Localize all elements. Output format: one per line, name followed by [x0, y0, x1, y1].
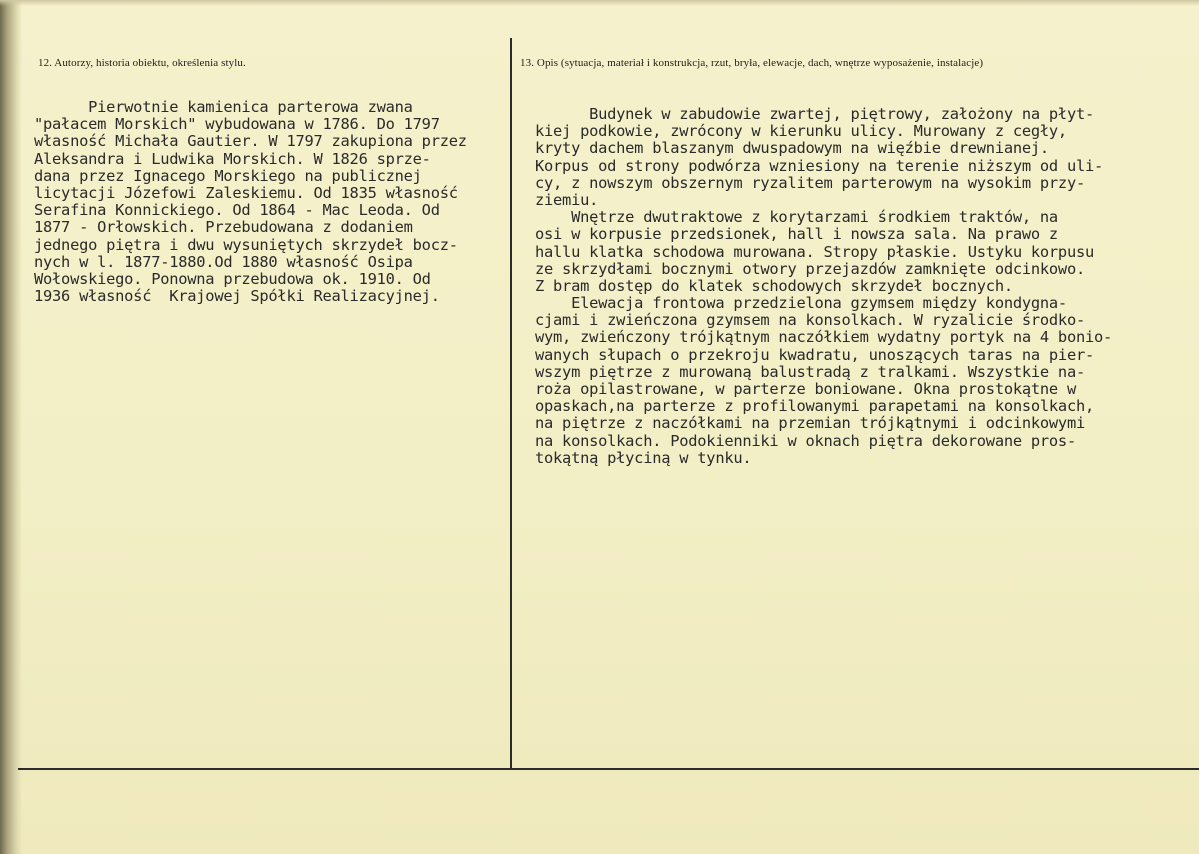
description-line: kryty dachem blaszanym dwuspadowym na więźbie drewnianej. — [535, 139, 1049, 158]
description-line: ze skrzydłami bocznymi otwory przejazdów zamknięte odcinkowo. — [535, 259, 1085, 278]
history-line: Pierwotnie kamienica parterowa zwana — [34, 98, 413, 116]
history-line: 1936 własność Krajowej Spółki Realizacyjnej. — [34, 287, 440, 306]
history-line: Aleksandra i Ludwika Morskich. W 1826 sprze- — [34, 149, 431, 168]
description-line: na piętrze z naczółkami na przemian trójkątnymi i odcinkowymi — [535, 414, 1085, 433]
description-line: wszym piętrze z murowaną balustradą z tralkami. Wszystkie na- — [535, 362, 1085, 381]
description-line: osi w korpusie przedsionek, hall i nowsza sala. Na prawo z — [535, 225, 1058, 244]
description-line: Budynek w zabudowie zwartej, piętrowy, założony na płyt- — [535, 105, 1094, 123]
description-line: Elewacja frontowa przedzielona gzymsem między kondygna- — [535, 294, 1067, 313]
history-line: jednego piętra i dwu wysuniętych skrzydeł bocz- — [34, 235, 458, 254]
description-line: kiej podkowie, zwrócony w kierunku ulicy. Murowany z cegły, — [535, 122, 1067, 141]
description-line: Z bram dostęp do klatek schodowych skrzydeł bocznych. — [535, 276, 1013, 295]
history-line: 1877 - Orłowskich. Przebudowana z dodaniem — [34, 218, 413, 237]
description-line: tokątną płyciną w tynku. — [535, 448, 752, 467]
description-line: cjami i zwieńczona gzymsem na konsolkach. W ryzalicie środko- — [535, 311, 1085, 330]
description-line: opaskach,na parterze z profilowanymi parapetami na konsolkach, — [535, 397, 1094, 416]
history-line: licytacji Józefowi Zaleskiemu. Od 1835 własność — [34, 183, 458, 202]
description-line: Wnętrze dwutraktowe z korytarzami środkiem traktów, na — [535, 208, 1058, 227]
history-line: dana przez Ignacego Morskiego na publicznej — [34, 166, 422, 185]
description-line: hallu klatka schodowa murowana. Stropy płaskie. Ustyku korpusu — [535, 242, 1094, 261]
column-divider — [510, 38, 512, 770]
description-line: na konsolkach. Podokienniki w oknach piętra dekorowane pros- — [535, 431, 1076, 450]
section-13-heading: 13. Opis (sytuacja, materiał i konstrukcja, rzut, bryła, elewacje, dach, wnętrze wyposażenie, instalacje) — [520, 57, 984, 69]
description-line: roża opilastrowane, w parterze boniowane. Okna prostokątne w — [535, 380, 1076, 398]
description-line: Korpus od strony podwórza wzniesiony na terenie niższym od uli- — [535, 156, 1104, 175]
history-line: "pałacem Morskich" wybudowana w 1786. Do 1797 — [34, 115, 440, 134]
page-left-edge — [0, 0, 22, 854]
description-line: cy, z nowszym obszernym ryzalitem parterowym na wysokim przy- — [535, 173, 1085, 192]
history-line: nych w l. 1877-1880.Od 1880 własność Osipa — [34, 252, 413, 271]
history-line: Wołowskiego. Ponowna przebudowa ok. 1910. Od — [34, 269, 431, 288]
description-line: ziemiu. — [535, 190, 599, 209]
section-12-heading: 12. Autorzy, historia obiektu, określenia stylu. — [38, 57, 246, 69]
description-line: wym, zwieńczony trójkątnym naczółkiem wydatny portyk na 4 bonio- — [535, 328, 1113, 347]
history-line: własność Michała Gautier. W 1797 zakupiona przez — [34, 132, 467, 151]
history-line: Serafina Konnickiego. Od 1864 - Mac Leoda. Od — [34, 201, 440, 220]
description-typed-text — [535, 106, 1112, 467]
history-typed-text — [34, 99, 467, 305]
page-top-edge — [0, 0, 1199, 6]
description-line: wanych słupach o przekroju kwadratu, unoszących taras na pier- — [535, 345, 1094, 364]
bottom-rule — [18, 768, 1199, 770]
